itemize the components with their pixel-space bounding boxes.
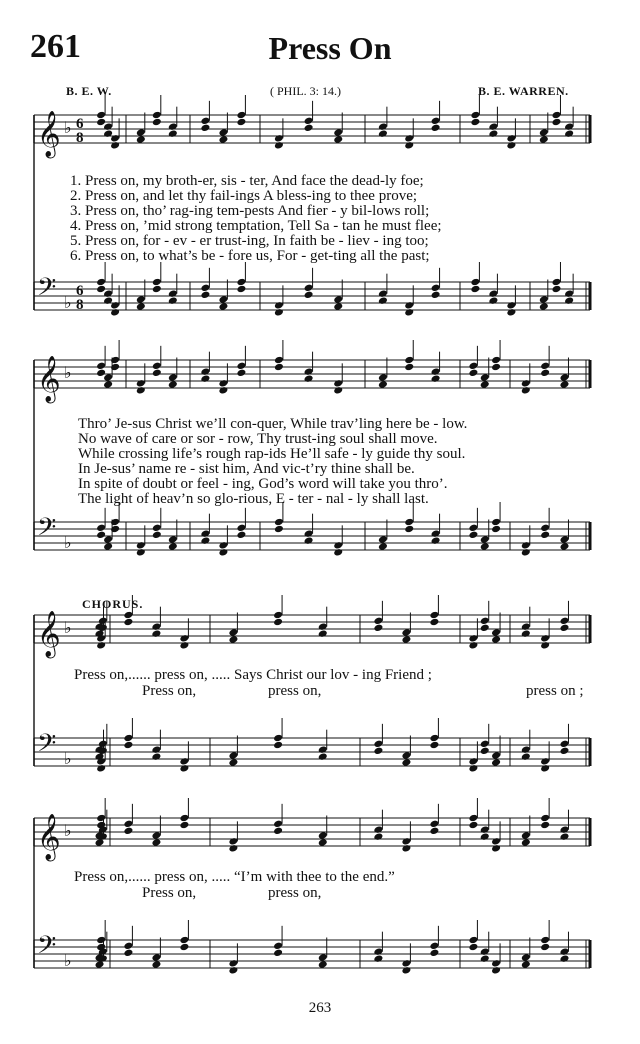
note-head <box>333 548 343 557</box>
page-number: 263 <box>308 1000 332 1016</box>
note-head <box>304 536 314 545</box>
note-head <box>318 622 328 631</box>
note-head <box>96 641 106 650</box>
note-head <box>559 832 569 841</box>
treble-clef: 𝄞 <box>37 356 61 401</box>
verse-5-line1: 5. Press on, for - ev - er trust-ing, In faith be - liev - ing too; <box>70 233 429 249</box>
hymn-title: Press On <box>268 30 392 66</box>
note-head <box>96 362 106 371</box>
note-head <box>491 959 501 968</box>
chorus-line1-lower-c: press on ; <box>526 683 584 699</box>
note-head <box>480 617 490 626</box>
note-head <box>304 374 314 383</box>
note-head <box>468 524 478 533</box>
note-head <box>200 284 210 293</box>
note-head <box>218 548 228 557</box>
bass-clef: 𝄢 <box>37 514 57 547</box>
note-head <box>200 536 210 545</box>
note-head <box>470 278 480 287</box>
note-head <box>318 752 328 761</box>
note-head <box>96 524 106 533</box>
note-head <box>431 117 441 126</box>
note-head <box>480 624 490 633</box>
note-head <box>431 374 441 383</box>
flat-sign: ♭ <box>64 120 72 137</box>
note-head <box>103 129 113 138</box>
note-head <box>468 814 478 823</box>
treble-clef: 𝄞 <box>37 814 61 859</box>
note-head <box>521 541 531 550</box>
note-head <box>470 118 480 127</box>
note-head <box>559 825 569 834</box>
note-head <box>378 129 388 138</box>
time-signature: 8 <box>76 130 84 146</box>
words-credit: B. E. W. <box>66 84 112 98</box>
verse-2-line1: 2. Press on, and let thy fail-ings A bless-ing to thee prove; <box>70 188 418 204</box>
note-head <box>333 379 343 388</box>
note-head <box>96 531 106 540</box>
note-head <box>200 124 210 133</box>
note-head <box>468 943 478 952</box>
bass-clef: 𝄢 <box>37 932 57 965</box>
note-head <box>404 518 414 527</box>
note-head <box>480 947 490 956</box>
note-head <box>152 285 162 294</box>
note-head <box>304 367 314 376</box>
note-head <box>373 947 383 956</box>
note-head <box>151 752 161 761</box>
note-head <box>273 741 283 750</box>
note-head <box>318 745 328 754</box>
note-head <box>540 764 550 773</box>
note-head <box>274 308 284 317</box>
note-head <box>123 734 133 743</box>
note-head <box>468 369 478 378</box>
note-head <box>152 369 162 378</box>
note-head <box>318 629 328 638</box>
note-head <box>274 518 284 527</box>
note-head <box>373 954 383 963</box>
note-head <box>151 745 161 754</box>
verse-5-line2: In spite of doubt or feel - ing, God’s word will take you thro’. <box>78 476 448 492</box>
flat-sign: ♭ <box>64 751 72 768</box>
note-head <box>273 611 283 620</box>
note-head <box>491 525 501 534</box>
note-head <box>152 362 162 371</box>
note-head <box>521 548 531 557</box>
note-head <box>506 134 516 143</box>
note-head <box>404 301 414 310</box>
note-head <box>404 356 414 365</box>
flat-sign: ♭ <box>64 535 72 552</box>
verse-lyrics-line2 <box>78 417 588 507</box>
note-head <box>200 367 210 376</box>
note-head <box>470 285 480 294</box>
note-head <box>96 118 106 127</box>
note-head <box>468 757 478 766</box>
note-head <box>431 291 441 300</box>
note-head <box>136 548 146 557</box>
chorus-line1-upper: Press on,...... press on, ..... Says Christ our lov - ing Friend ; <box>74 667 432 683</box>
note-head <box>429 942 439 951</box>
note-head <box>540 362 550 371</box>
note-head <box>488 296 498 305</box>
chorus-line1-lower-b: press on, <box>268 683 322 699</box>
note-head <box>103 296 113 305</box>
note-head <box>228 837 238 846</box>
note-head <box>179 936 189 945</box>
note-head <box>333 386 343 395</box>
note-head <box>96 936 106 945</box>
verse-3-line2: While crossing life’s rough rap-ids He’ll safe - ly guide thy soul. <box>78 446 466 462</box>
note-head <box>404 308 414 317</box>
note-head <box>168 129 178 138</box>
note-head <box>274 141 284 150</box>
note-head <box>304 124 314 133</box>
verse-4-line1: 4. Press on, ’mid strong temptation, Tell Sa - tan he must flee; <box>70 218 442 234</box>
note-head <box>152 278 162 287</box>
note-head <box>491 363 501 372</box>
note-head <box>152 111 162 120</box>
note-head <box>506 301 516 310</box>
verse-1-line2: Thro’ Je-sus Christ we’ll con-quer, While trav’ling here be - low. <box>78 416 468 432</box>
chorus-line2-lower-a: Press on, <box>142 885 197 901</box>
note-head <box>179 757 189 766</box>
note-head <box>110 308 120 317</box>
note-head <box>273 949 283 958</box>
note-head <box>488 122 498 131</box>
note-head <box>401 844 411 853</box>
note-head <box>551 285 561 294</box>
note-head <box>521 386 531 395</box>
note-head <box>431 284 441 293</box>
note-head <box>274 356 284 365</box>
note-head <box>521 745 531 754</box>
note-head <box>103 289 113 298</box>
note-head <box>378 122 388 131</box>
note-head <box>378 289 388 298</box>
note-head <box>401 837 411 846</box>
note-head <box>521 379 531 388</box>
note-head <box>96 814 106 823</box>
note-head <box>123 949 133 958</box>
note-head <box>236 369 246 378</box>
flat-sign: ♭ <box>64 620 72 637</box>
note-head <box>136 541 146 550</box>
note-head <box>333 541 343 550</box>
note-head <box>236 524 246 533</box>
note-head <box>506 141 516 150</box>
verse-2-line2: No wave of care or sor - row, Thy trust-ing soul shall move. <box>78 431 438 447</box>
note-head <box>179 634 189 643</box>
note-head <box>273 827 283 836</box>
note-head <box>236 278 246 287</box>
note-head <box>540 943 550 952</box>
note-head <box>468 641 478 650</box>
note-head <box>401 959 411 968</box>
note-head <box>559 947 569 956</box>
note-head <box>551 278 561 287</box>
note-head <box>136 379 146 388</box>
verse-6-line2: The light of heav’n so glo-rious, E - ter - nal - ly shall last. <box>78 491 429 507</box>
note-head <box>564 289 574 298</box>
note-head <box>540 524 550 533</box>
note-head <box>110 141 120 150</box>
note-head <box>429 827 439 836</box>
note-head <box>274 134 284 143</box>
note-head <box>540 814 550 823</box>
note-head <box>401 966 411 975</box>
note-head <box>488 129 498 138</box>
note-head <box>200 117 210 126</box>
note-head <box>468 634 478 643</box>
note-head <box>559 624 569 633</box>
note-head <box>304 117 314 126</box>
note-head <box>218 386 228 395</box>
note-head <box>373 740 383 749</box>
note-head <box>123 741 133 750</box>
note-head <box>506 308 516 317</box>
note-head <box>521 629 531 638</box>
note-head <box>236 118 246 127</box>
note-head <box>373 832 383 841</box>
note-head <box>236 111 246 120</box>
note-head <box>123 942 133 951</box>
note-head <box>559 740 569 749</box>
note-head <box>218 541 228 550</box>
note-head <box>378 296 388 305</box>
note-head <box>491 518 501 527</box>
note-head <box>480 954 490 963</box>
note-head <box>404 141 414 150</box>
chorus-line1-lower-a: Press on, <box>142 683 197 699</box>
note-head <box>273 942 283 951</box>
note-head <box>236 531 246 540</box>
note-head <box>429 618 439 627</box>
note-head <box>168 122 178 131</box>
note-head <box>228 844 238 853</box>
note-head <box>152 118 162 127</box>
note-head <box>228 959 238 968</box>
chorus-line2-upper: Press on,...... press on, ..... “I’m with thee to the end.” <box>74 869 395 885</box>
note-head <box>273 618 283 627</box>
note-head <box>273 820 283 829</box>
chorus-line2-lower-b: press on, <box>268 885 322 901</box>
note-head <box>470 111 480 120</box>
note-head <box>429 741 439 750</box>
note-head <box>373 747 383 756</box>
note-head <box>274 363 284 372</box>
note-head <box>96 111 106 120</box>
note-head <box>564 122 574 131</box>
note-head <box>521 752 531 761</box>
note-head <box>431 367 441 376</box>
note-head <box>151 629 161 638</box>
verse-3-line1: 3. Press on, tho’ rag-ing tem-pests And fier - y bil-lows roll; <box>70 203 430 219</box>
note-head <box>480 825 490 834</box>
note-head <box>110 134 120 143</box>
note-head <box>521 622 531 631</box>
note-head <box>96 764 106 773</box>
note-head <box>564 129 574 138</box>
bass-clef: 𝄢 <box>37 730 57 763</box>
treble-clef: 𝄞 <box>37 111 61 156</box>
time-signature: 6 <box>76 116 84 132</box>
note-head <box>468 362 478 371</box>
note-head <box>404 525 414 534</box>
note-head <box>96 369 106 378</box>
note-head <box>551 118 561 127</box>
note-head <box>431 529 441 538</box>
note-head <box>373 624 383 633</box>
note-head <box>96 285 106 294</box>
note-head <box>429 949 439 958</box>
note-head <box>304 529 314 538</box>
note-head <box>540 821 550 830</box>
note-head <box>431 124 441 133</box>
note-head <box>540 641 550 650</box>
note-head <box>491 356 501 365</box>
note-head <box>152 531 162 540</box>
note-head <box>152 524 162 533</box>
note-head <box>228 966 238 975</box>
note-head <box>218 379 228 388</box>
note-head <box>480 832 490 841</box>
note-head <box>404 363 414 372</box>
note-head <box>559 954 569 963</box>
note-head <box>491 844 501 853</box>
note-head <box>540 531 550 540</box>
note-head <box>123 611 133 620</box>
note-head <box>429 820 439 829</box>
note-head <box>431 536 441 545</box>
scripture-reference: ( PHIL. 3: 14.) <box>270 84 341 98</box>
time-signature: 6 <box>76 283 84 299</box>
note-head <box>200 374 210 383</box>
note-head <box>274 301 284 310</box>
note-head <box>540 634 550 643</box>
note-head <box>304 291 314 300</box>
note-head <box>540 936 550 945</box>
time-signature: 8 <box>76 297 84 313</box>
note-head <box>491 966 501 975</box>
note-head <box>236 362 246 371</box>
note-head <box>96 278 106 287</box>
verse-lyrics-line1 <box>70 174 580 264</box>
note-head <box>103 122 113 131</box>
note-head <box>540 757 550 766</box>
note-head <box>373 825 383 834</box>
chorus-label: CHORUS. <box>82 597 144 611</box>
note-head <box>123 827 133 836</box>
note-head <box>200 291 210 300</box>
note-head <box>559 747 569 756</box>
note-head <box>200 529 210 538</box>
note-head <box>168 289 178 298</box>
note-head <box>429 611 439 620</box>
note-head <box>136 386 146 395</box>
note-head <box>551 111 561 120</box>
note-head <box>110 301 120 310</box>
verse-1-line1: 1. Press on, my broth-er, sis - ter, And face the dead-ly foe; <box>70 173 424 189</box>
verse-6-line1: 6. Press on, to what’s be - fore us, For - get-ting all the past; <box>70 248 430 264</box>
note-head <box>179 814 189 823</box>
note-head <box>179 943 189 952</box>
note-head <box>468 821 478 830</box>
note-head <box>274 525 284 534</box>
note-head <box>559 617 569 626</box>
flat-sign: ♭ <box>64 953 72 970</box>
flat-sign: ♭ <box>64 295 72 312</box>
note-head <box>236 285 246 294</box>
note-head <box>468 936 478 945</box>
note-head <box>468 764 478 773</box>
note-head <box>468 531 478 540</box>
note-head <box>123 618 133 627</box>
flat-sign: ♭ <box>64 365 72 382</box>
verse-4-line2: In Je-sus’ name re - sist him, And vic-t’ry thine shall be. <box>78 461 415 477</box>
music-credit: B. E. WARREN. <box>478 84 569 98</box>
note-head <box>564 296 574 305</box>
note-head <box>480 740 490 749</box>
note-head <box>373 617 383 626</box>
note-head <box>179 764 189 773</box>
hymn-number: 261 <box>30 28 81 65</box>
note-head <box>273 734 283 743</box>
note-head <box>179 641 189 650</box>
flat-sign: ♭ <box>64 823 72 840</box>
note-head <box>179 821 189 830</box>
treble-clef: 𝄞 <box>37 611 61 656</box>
note-head <box>304 284 314 293</box>
note-head <box>123 820 133 829</box>
note-head <box>429 734 439 743</box>
note-head <box>480 747 490 756</box>
note-head <box>404 134 414 143</box>
note-head <box>168 296 178 305</box>
note-head <box>488 289 498 298</box>
bass-clef: 𝄢 <box>37 274 57 307</box>
note-head <box>540 369 550 378</box>
note-head <box>491 837 501 846</box>
note-head <box>151 622 161 631</box>
